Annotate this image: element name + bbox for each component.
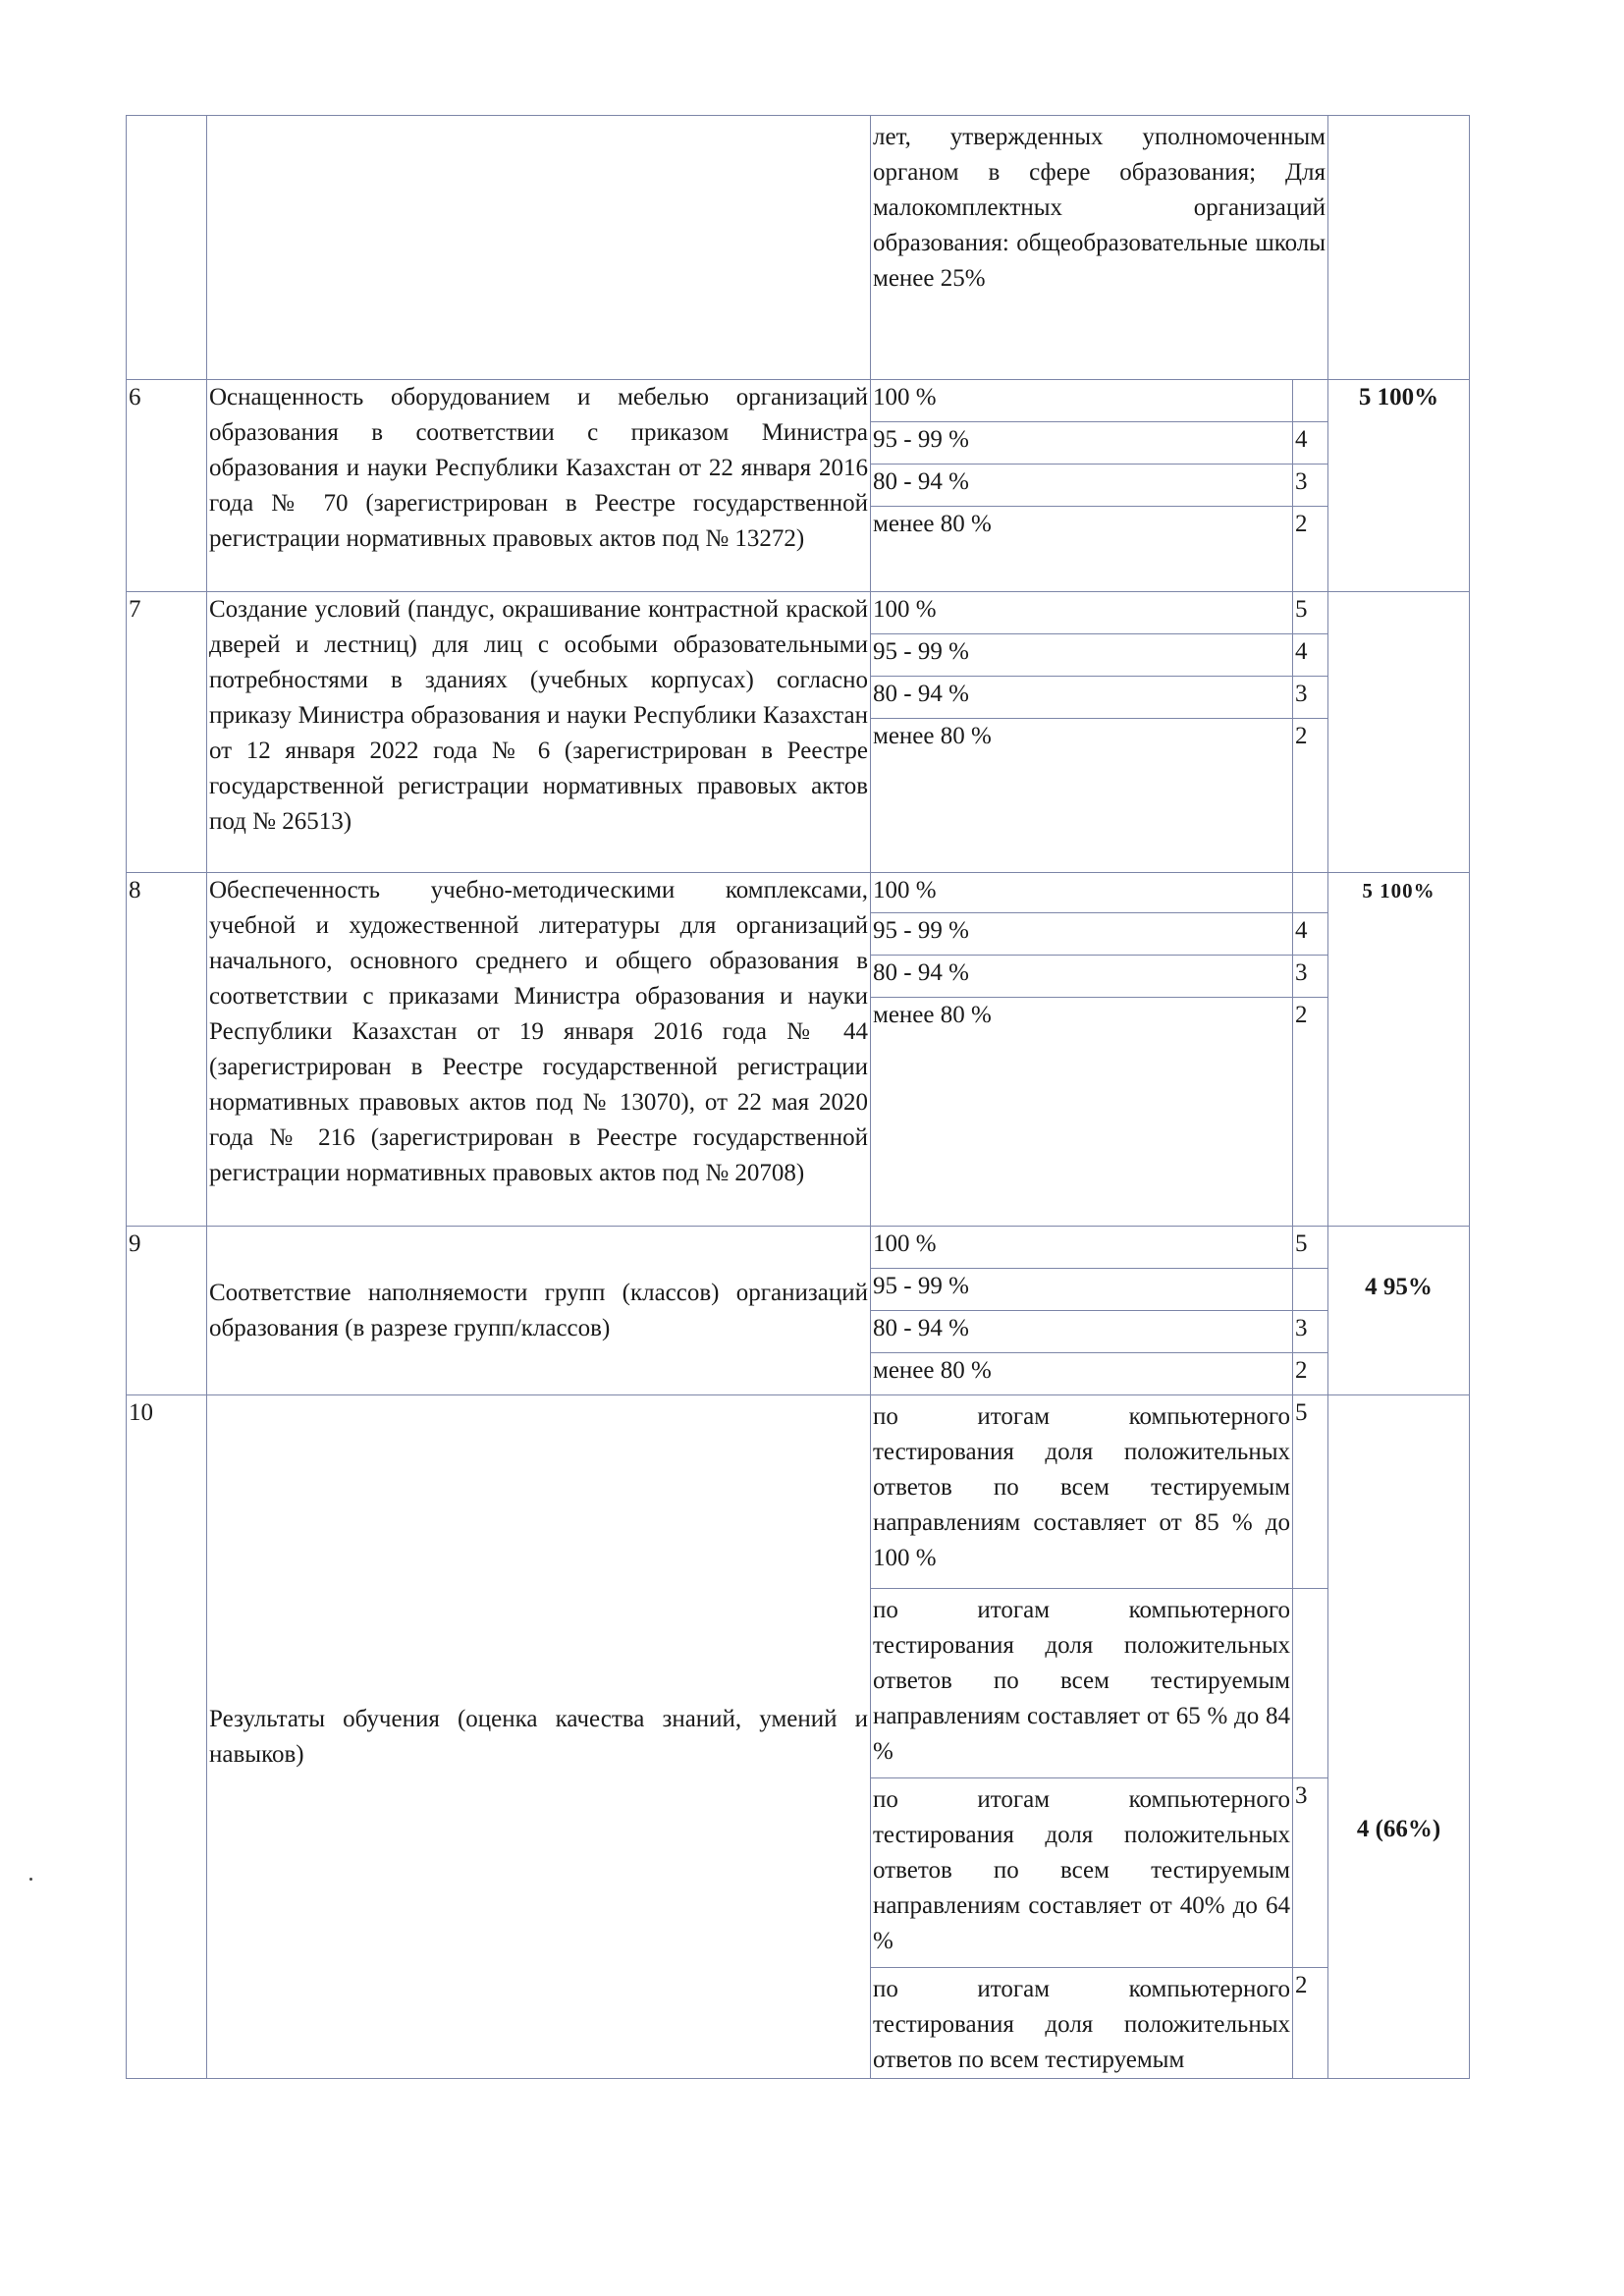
indicator-cell: 95 - 99 % [871, 634, 1293, 677]
table-row [127, 873, 1470, 913]
points-cell [1293, 1589, 1328, 1778]
indicator-cell: по итогам компьютерного тестирования доля положительных ответов по всем тестируемым направлениям составляет от 65 % до 84 % [871, 1589, 1293, 1778]
points-cell: 3 [1293, 956, 1328, 998]
result-cell: 5 100% [1328, 380, 1470, 592]
row-number: 10 [127, 1395, 207, 2079]
points-cell: 4 [1293, 634, 1328, 677]
criterion-cell: Результаты обучения (оценка качества знаний, умений и навыков) [207, 1395, 871, 2079]
points-cell: 5 [1293, 1395, 1328, 1589]
result-cell: 4 (66%) [1328, 1395, 1470, 2079]
criterion-cell: Обеспеченность учебно-методическими комплексами, учебной и художественной литературы для организаций начального, основного среднего и общего образования в соответствии с приказами Министра образования и науки Республики Казахстан от 19 января 2016 года № 44 (зарегистрирован в Реестре государственной регистрации нормативных правовых актов под № 13070), от 22 мая 2020 года № 216 (зарегистрирован в Реестре государственной регистрации нормативных правовых актов под № 20708) [207, 873, 871, 1227]
points-cell: 3 [1293, 677, 1328, 719]
table-row [127, 380, 1470, 422]
points-cell: 2 [1293, 1353, 1328, 1395]
row-number: 8 [127, 873, 207, 1227]
indicator-cell: 80 - 94 % [871, 956, 1293, 998]
points-cell: 4 [1293, 913, 1328, 956]
criterion-cell: Оснащенность оборудованием и мебелью организаций образования в соответствии с приказом Министра образования и науки Республики Казахстан от 22 января 2016 года № 70 (зарегистрирован в Реестре государственной регистрации нормативных правовых актов под № 13272) [207, 380, 871, 592]
table-row [127, 1227, 1470, 1269]
indicator-cell: 100 % [871, 592, 1293, 634]
indicator-cell: 100 % [871, 380, 1293, 422]
table-row [127, 592, 1470, 634]
indicator-cell: менее 80 % [871, 1353, 1293, 1395]
criterion-cell: Соответствие наполняемости групп (классов) организаций образования (в разрезе групп/классов) [207, 1227, 871, 1395]
points-cell: 2 [1293, 1968, 1328, 2079]
points-cell: 5 [1293, 1227, 1328, 1269]
points-cell: 2 [1293, 507, 1328, 592]
result-cell: 4 95% [1328, 1227, 1470, 1395]
indicator-cell: 95 - 99 % [871, 1269, 1293, 1311]
indicator-cell: 80 - 94 % [871, 465, 1293, 507]
indicator-cell: по итогам компьютерного тестирования доля положительных ответов по всем тестируемым [871, 1968, 1293, 2079]
points-cell [1293, 1269, 1328, 1311]
points-cell [1293, 380, 1328, 422]
indicator-cell: 80 - 94 % [871, 677, 1293, 719]
indicator-cell: менее 80 % [871, 998, 1293, 1227]
points-cell: 5 [1293, 592, 1328, 634]
indicator-cell: 80 - 94 % [871, 1311, 1293, 1353]
indicator-cell: лет, утвержденных уполномоченным органом в сфере образования; Для малокомплектных организаций образования: общеобразовательные школы менее 25% [871, 116, 1328, 380]
points-cell: 3 [1293, 1311, 1328, 1353]
indicator-cell: по итогам компьютерного тестирования доля положительных ответов по всем тестируемым направлениям составляет от 85 % до 100 % [871, 1395, 1293, 1589]
points-cell: 3 [1293, 465, 1328, 507]
points-cell: 2 [1293, 719, 1328, 873]
criterion-cell: Создание условий (пандус, окрашивание контрастной краской дверей и лестниц) для лиц с особыми образовательными потребностями в зданиях (учебных корпусах) согласно приказу Министра образования и науки Республики Казахстан от 12 января 2022 года № 6 (зарегистрирован в Реестре государственной регистрации нормативных правовых актов под № 26513) [207, 592, 871, 873]
points-cell [1293, 873, 1328, 913]
indicator-cell: менее 80 % [871, 507, 1293, 592]
table-row [127, 1395, 1470, 1589]
criteria-table [126, 115, 1470, 2079]
points-cell: 2 [1293, 998, 1328, 1227]
result-cell: 5 100% [1328, 873, 1470, 1227]
points-cell: 4 [1293, 422, 1328, 465]
indicator-cell: 95 - 99 % [871, 913, 1293, 956]
indicator-cell: менее 80 % [871, 719, 1293, 873]
row-number: 6 [127, 380, 207, 592]
row-number: 7 [127, 592, 207, 873]
indicator-cell: 95 - 99 % [871, 422, 1293, 465]
indicator-cell: 100 % [871, 873, 1293, 913]
indicator-cell: 100 % [871, 1227, 1293, 1269]
scan-speck [29, 1878, 32, 1881]
table-row-continuation [127, 116, 1470, 380]
result-cell [1328, 592, 1470, 873]
indicator-cell: по итогам компьютерного тестирования доля положительных ответов по всем тестируемым направлениям составляет от 40% до 64 % [871, 1778, 1293, 1968]
row-number: 9 [127, 1227, 207, 1395]
points-cell: 3 [1293, 1778, 1328, 1968]
